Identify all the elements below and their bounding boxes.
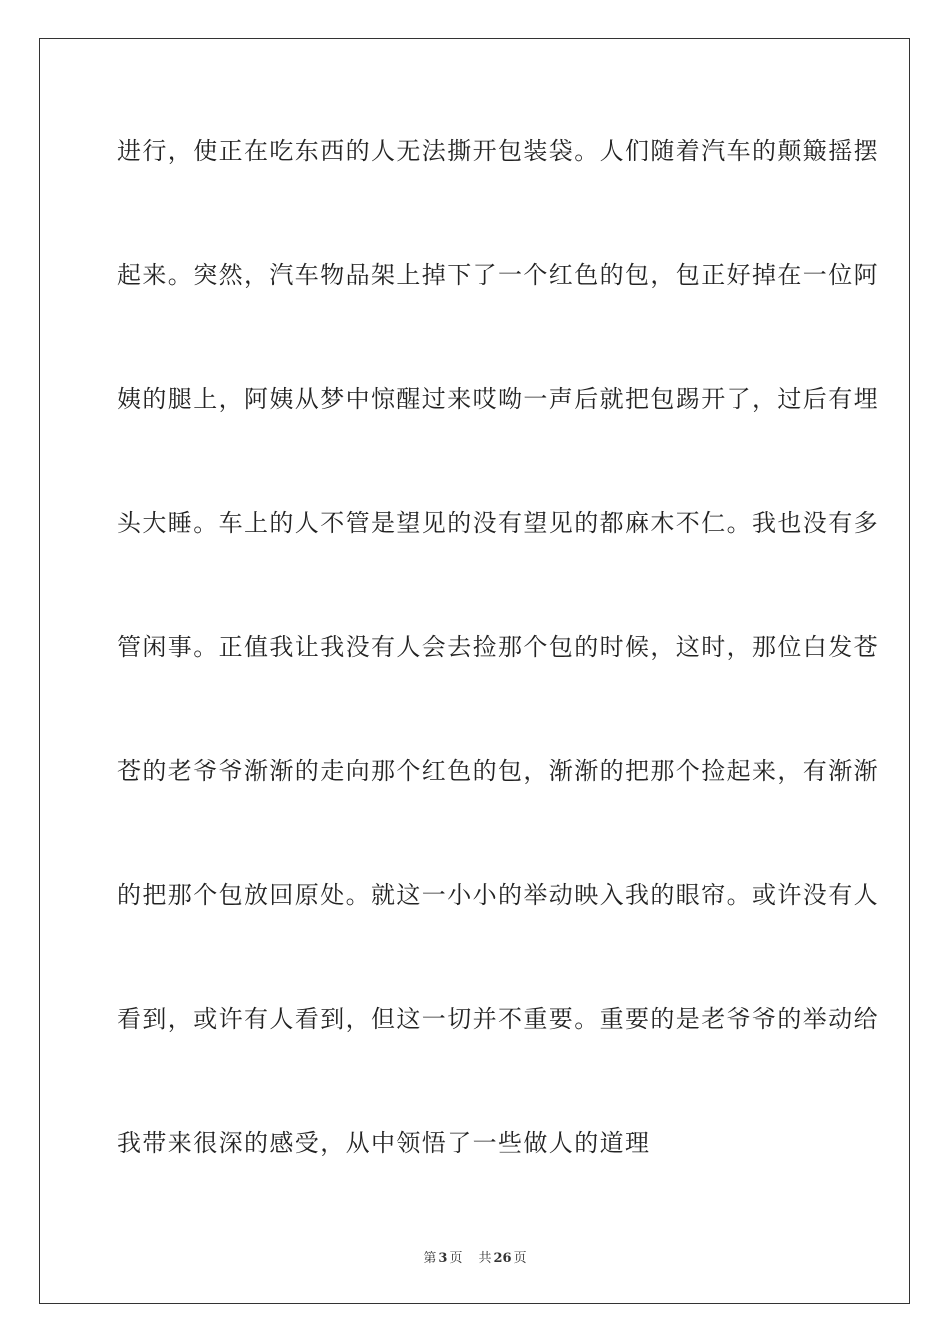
text-line: 起来。突然，汽车物品架上掉下了一个红色的包，包正好掉在一位阿 <box>117 261 879 289</box>
page-suffix: 页 <box>449 1251 463 1266</box>
text-line: 看到，或许有人看到，但这一切并不重要。重要的是老爷爷的举动给 <box>117 1005 879 1033</box>
total-suffix: 页 <box>513 1251 527 1266</box>
text-line: 头大睡。车上的人不管是望见的没有望见的都麻木不仁。我也没有多 <box>117 509 879 537</box>
page-prefix: 第 <box>423 1251 437 1266</box>
text-line: 我带来很深的感受，从中领悟了一些做人的道理 <box>117 1129 651 1157</box>
text-line: 进行，使正在吃东西的人无法撕开包装袋。人们随着汽车的颠簸摇摆 <box>117 137 879 165</box>
page-footer <box>0 1247 950 1266</box>
text-line: 的把那个包放回原处。就这一小小的举动映入我的眼帘。或许没有人 <box>117 881 879 909</box>
text-line: 苍的老爷爷渐渐的走向那个红色的包，渐渐的把那个捡起来，有渐渐 <box>117 757 879 785</box>
total-prefix: 共 <box>478 1251 492 1266</box>
total-pages: 26 <box>493 1251 512 1266</box>
text-line: 管闲事。正值我让我没有人会去捡那个包的时候，这时，那位白发苍 <box>117 633 879 661</box>
page-number: 3 <box>438 1251 448 1266</box>
text-line: 姨的腿上，阿姨从梦中惊醒过来哎呦一声后就把包踢开了，过后有埋 <box>117 385 879 413</box>
